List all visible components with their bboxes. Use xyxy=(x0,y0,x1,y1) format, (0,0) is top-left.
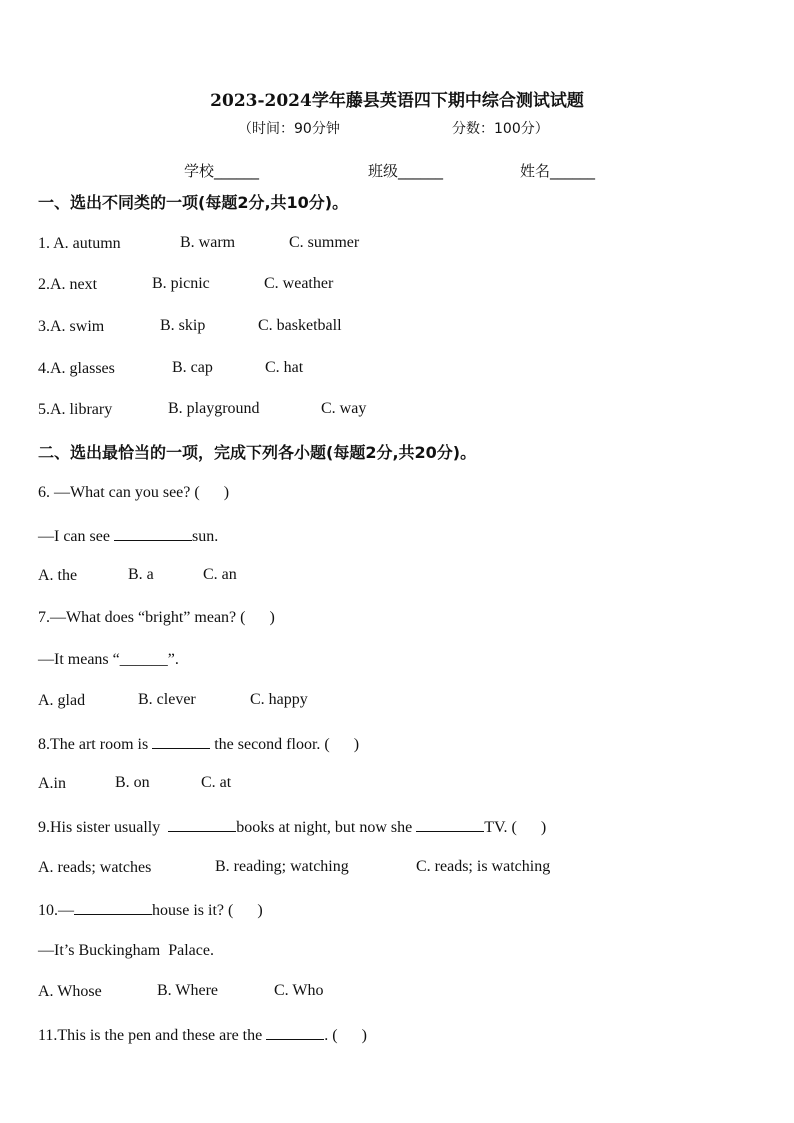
q10-option-b: B. Where xyxy=(157,982,219,999)
q6-reply xyxy=(38,525,218,547)
q6-stem: 6. —What can you see? ( ) xyxy=(38,484,230,501)
q5-option-a: 5.A. library xyxy=(38,401,113,418)
q9-option-a: A. reads; watches xyxy=(38,859,152,876)
q1-option-b: B. warm xyxy=(180,234,236,251)
q9-stem xyxy=(38,816,546,838)
time-label: （时间：90分钟 xyxy=(238,121,340,137)
q1-option-a: 1. A. autumn xyxy=(38,235,121,252)
q2-option-a: 2.A. next xyxy=(38,276,98,293)
q9-stem-pre: 9.His sister usually xyxy=(38,819,161,836)
q8-option-a: A.in xyxy=(38,775,66,792)
q11-stem-post: . ( ) xyxy=(324,1027,367,1044)
q10-option-c: C. Who xyxy=(274,982,324,999)
q2-option-c: C. weather xyxy=(264,275,334,292)
q7-reply: —It means “______”. xyxy=(38,651,179,668)
q10-stem-post: house is it? ( ) xyxy=(152,902,263,919)
q10-stem-pre: 10.— xyxy=(38,902,74,919)
page-title: 2023-2024学年藤县英语四下期中综合测试试题 xyxy=(210,91,584,111)
q8-stem-pre: 8.The art room is xyxy=(38,736,149,753)
q6-reply-post: sun. xyxy=(191,528,219,545)
q7-stem: 7.—What does “bright” mean? ( ) xyxy=(38,609,275,626)
q8-stem-post: the second floor. ( ) xyxy=(214,736,360,753)
q2-option-b: B. picnic xyxy=(152,275,210,292)
q6-reply-pre: —I can see xyxy=(38,528,110,545)
q4-option-b: B. cap xyxy=(172,359,213,376)
q6-option-c: C. an xyxy=(203,566,237,583)
q3-option-b: B. skip xyxy=(160,317,206,334)
q9-option-b: B. reading; watching xyxy=(215,858,349,875)
q5-option-c: C. way xyxy=(321,400,367,417)
q11-stem-pre: 11.This is the pen and these are the xyxy=(38,1027,263,1044)
q1-option-c: C. summer xyxy=(289,234,360,251)
q5-option-b: B. playground xyxy=(168,400,260,417)
q10-reply: —It’s Buckingham Palace. xyxy=(38,942,214,959)
q9-answer-blank-2 xyxy=(416,816,484,832)
q4-option-a: 4.A. glasses xyxy=(38,360,115,377)
class-field: 班级______ xyxy=(368,162,444,180)
q9-answer-blank-1 xyxy=(168,816,236,832)
q11-answer-blank xyxy=(266,1024,324,1040)
q3-option-a: 3.A. swim xyxy=(38,318,105,335)
q8-stem xyxy=(38,733,359,755)
q6-option-a: A. the xyxy=(38,567,78,584)
name-field: 姓名______ xyxy=(520,162,596,180)
q10-answer-blank xyxy=(74,899,152,915)
q8-option-c: C. at xyxy=(201,774,232,791)
q7-option-c: C. happy xyxy=(250,691,308,708)
q10-stem xyxy=(38,899,263,921)
section-1-heading: 一、选出不同类的一项(每题2分,共10分)。 xyxy=(38,193,349,212)
q9-option-c: C. reads; is watching xyxy=(416,858,551,875)
q4-option-c: C. hat xyxy=(265,359,304,376)
q8-answer-blank xyxy=(152,733,210,749)
school-field: 学校______ xyxy=(184,162,260,180)
q7-option-a: A. glad xyxy=(38,692,86,709)
q9-stem-mid: books at night, but now she xyxy=(236,819,413,836)
q9-stem-post: TV. ( ) xyxy=(484,819,547,836)
q10-option-a: A. Whose xyxy=(38,983,102,1000)
section-2-heading: 二、选出最恰当的一项，完成下列各小题(每题2分,共20分)。 xyxy=(38,443,477,462)
score-label: 分数：100分） xyxy=(452,121,549,137)
q3-option-c: C. basketball xyxy=(258,317,342,334)
q8-option-b: B. on xyxy=(115,774,150,791)
q6-option-b: B. a xyxy=(128,566,154,583)
q11-stem xyxy=(38,1024,367,1046)
q6-answer-blank xyxy=(114,525,192,541)
q7-option-b: B. clever xyxy=(138,691,196,708)
